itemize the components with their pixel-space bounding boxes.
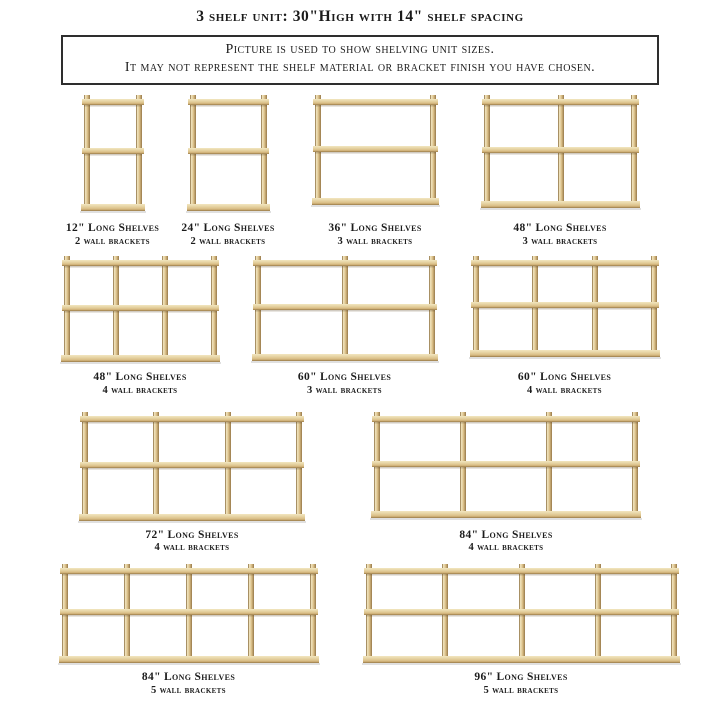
unit-bracket-label: 5 wall brackets [483, 684, 559, 696]
shelf-unit-figure [473, 256, 657, 368]
shelf-unit-figure [315, 95, 436, 219]
unit-size-label: 60" Long Shelves [517, 371, 612, 384]
shelf-unit-drawing [82, 412, 302, 521]
shelf-unit-caption [403, 371, 720, 397]
shelf-unit-figure [64, 256, 217, 368]
shelf-unit-drawing [62, 564, 316, 663]
shelf-unit-drawing [190, 95, 267, 211]
notice-line-2: It may not represent the shelf material or bracket finish you have chosen. [124, 59, 596, 75]
unit-bracket-label: 4 wall brackets [154, 542, 230, 554]
notice-line-1: Picture is used to show shelving unit sizes. [225, 42, 495, 57]
unit-size-label: 12" Long Shelves [65, 221, 160, 234]
shelf-unit [82, 412, 302, 555]
unit-size-label: 36" Long Shelves [328, 221, 422, 234]
shelf-unit-drawing [473, 256, 657, 357]
shelf-unit-drawing [484, 95, 637, 208]
shelf-unit-drawing [315, 95, 436, 205]
shelf-unit-figure [62, 564, 316, 668]
unit-size-label: 48" Long Shelves [513, 221, 607, 234]
unit-size-label: 72" Long Shelves [145, 528, 239, 541]
shelf-unit [374, 412, 638, 555]
shelf-unit-figure [484, 95, 637, 219]
shelf-row [0, 256, 720, 397]
unit-bracket-label: 4 wall brackets [527, 385, 602, 396]
notice-box [61, 35, 659, 85]
unit-size-label: 84" Long Shelves [141, 670, 236, 683]
shelf-unit [366, 564, 677, 697]
unit-bracket-label: 2 wall brackets [75, 235, 150, 247]
shelf-unit-drawing [255, 256, 435, 361]
shelf-unit [484, 95, 637, 248]
shelf-unit-drawing [84, 95, 142, 211]
shelf-unit-grid [0, 95, 720, 698]
shelf-unit-figure [374, 412, 638, 526]
shelf-unit-figure [255, 256, 435, 368]
unit-bracket-label: 2 wall brackets [190, 235, 266, 247]
shelf-row [0, 412, 720, 555]
page-title: 3 shelf unit: 30"High with 14" shelf spacing [196, 8, 524, 25]
shelf-unit-figure [366, 564, 677, 668]
unit-bracket-label: 5 wall brackets [151, 684, 226, 696]
unit-size-label: 24" Long Shelves [181, 221, 275, 234]
shelf-unit [473, 256, 657, 397]
shelf-unit-figure [82, 412, 302, 526]
unit-size-label: 84" Long Shelves [459, 528, 553, 541]
shelf-unit-figure [84, 95, 142, 219]
unit-bracket-label: 3 wall brackets [337, 235, 413, 247]
shelf-unit-caption [296, 671, 720, 697]
unit-bracket-label: 3 wall brackets [522, 235, 598, 247]
shelf-unit-caption [304, 529, 708, 555]
shelf-unit-drawing [374, 412, 638, 518]
unit-bracket-label: 3 wall brackets [307, 385, 382, 396]
unit-size-label: 96" Long Shelves [474, 670, 568, 683]
shelf-unit-drawing [64, 256, 217, 362]
unit-size-label: 48" Long Shelves [93, 371, 187, 384]
shelf-unit-caption [414, 222, 707, 248]
unit-bracket-label: 4 wall brackets [468, 542, 544, 554]
shelf-row [9, 564, 720, 697]
unit-bracket-label: 4 wall brackets [102, 385, 178, 396]
shelf-unit [62, 564, 316, 697]
shelf-unit-drawing [366, 564, 677, 663]
shelf-unit-figure [190, 95, 267, 219]
shelf-row [0, 95, 720, 248]
unit-size-label: 60" Long Shelves [297, 371, 392, 384]
